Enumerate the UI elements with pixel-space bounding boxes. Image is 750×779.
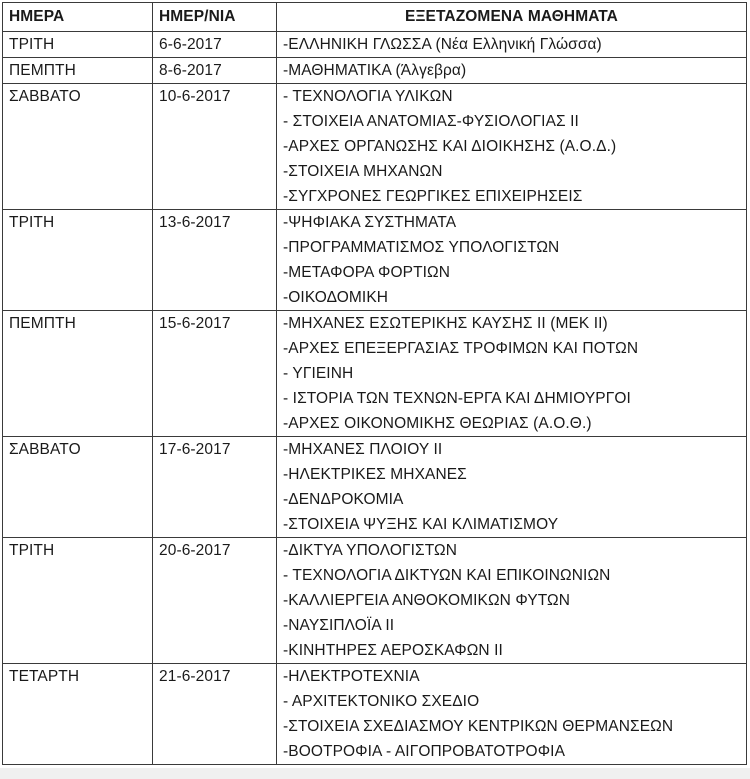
cell-day: ΤΡΙΤΗ	[3, 210, 153, 311]
table-row	[3, 84, 747, 210]
cell-date: 20-6-2017	[153, 538, 277, 664]
cell-date: 21-6-2017	[153, 664, 277, 765]
table-row	[3, 32, 747, 58]
cell-day: ΣΑΒΒΑΤΟ	[3, 437, 153, 538]
cell-subjects	[277, 58, 747, 84]
cell-day: ΠΕΜΠΤΗ	[3, 311, 153, 437]
cell-date: 13-6-2017	[153, 210, 277, 311]
subject-item: -ΝΑΥΣΙΠΛΟΪΑ ΙΙ	[283, 617, 395, 634]
subject-item: -ΜΕΤΑΦΟΡΑ ΦΟΡΤΙΩΝ	[283, 264, 451, 281]
exam-schedule-table	[2, 2, 747, 765]
subject-item: -ΔΕΝΔΡΟΚΟΜΙΑ	[283, 491, 404, 508]
table-row	[3, 210, 747, 311]
subject-item: -ΣΤΟΙΧΕΙΑ ΣΧΕΔΙΑΣΜΟΥ ΚΕΝΤΡΙΚΩΝ ΘΕΡΜΑΝΣΕΩΝ	[283, 718, 674, 735]
subject-item: -ΜΗΧΑΝΕΣ ΕΣΩΤΕΡΙΚΗΣ ΚΑΥΣΗΣ ΙΙ (ΜΕΚ ΙΙ)	[283, 315, 608, 332]
subject-item: -ΚΑΛΛΙΕΡΓΕΙΑ ΑΝΘΟΚΟΜΙΚΩΝ ΦΥΤΩΝ	[283, 592, 571, 609]
subject-item: -ΜΗΧΑΝΕΣ ΠΛΟΙΟΥ ΙΙ	[283, 441, 443, 458]
header-subjects: ΕΞΕΤΑΖΟΜΕΝΑ ΜΑΘΗΜΑΤΑ	[277, 3, 747, 32]
subject-item: - ΣΤΟΙΧΕΙΑ ΑΝΑΤΟΜΙΑΣ-ΦΥΣΙΟΛΟΓΙΑΣ ΙΙ	[283, 113, 579, 130]
cell-subjects	[277, 538, 747, 664]
cell-date: 17-6-2017	[153, 437, 277, 538]
cell-subjects	[277, 210, 747, 311]
subject-item: -ΜΑΘΗΜΑΤΙΚΑ (Άλγεβρα)	[283, 62, 467, 79]
subject-item: -ΑΡΧΕΣ ΟΙΚΟΝΟΜΙΚΗΣ ΘΕΩΡΙΑΣ (Α.Ο.Θ.)	[283, 415, 592, 432]
table-row	[3, 538, 747, 664]
subject-item: - ΤΕΧΝΟΛΟΓΙΑ ΔΙΚΤΥΩΝ ΚΑΙ ΕΠΙΚΟΙΝΩΝΙΩΝ	[283, 567, 611, 584]
subject-item: -ΑΡΧΕΣ ΕΠΕΞΕΡΓΑΣΙΑΣ ΤΡΟΦΙΜΩΝ ΚΑΙ ΠΟΤΩΝ	[283, 340, 639, 357]
subject-item: -ΗΛΕΚΤΡΙΚΕΣ ΜΗΧΑΝΕΣ	[283, 466, 467, 483]
cell-date: 10-6-2017	[153, 84, 277, 210]
table-row	[3, 664, 747, 765]
cell-subjects	[277, 664, 747, 765]
cell-subjects	[277, 311, 747, 437]
table-row	[3, 437, 747, 538]
cell-day: ΤΡΙΤΗ	[3, 538, 153, 664]
table-body	[3, 32, 747, 765]
subject-item: -ΔΙΚΤΥΑ ΥΠΟΛΟΓΙΣΤΩΝ	[283, 542, 458, 559]
subject-item: - ΙΣΤΟΡΙΑ ΤΩΝ ΤΕΧΝΩΝ-ΕΡΓΑ ΚΑΙ ΔΗΜΙΟΥΡΓΟΙ	[283, 390, 631, 407]
subject-item: -ΣΥΓΧΡΟΝΕΣ ΓΕΩΡΓΙΚΕΣ ΕΠΙΧΕΙΡΗΣΕΙΣ	[283, 188, 583, 205]
cell-date: 8-6-2017	[153, 58, 277, 84]
subject-item: - ΤΕΧΝΟΛΟΓΙΑ ΥΛΙΚΩΝ	[283, 88, 453, 105]
table-header-row	[3, 3, 747, 32]
header-day: ΗΜΕΡΑ	[3, 3, 153, 32]
cell-subjects	[277, 437, 747, 538]
subject-item: -ΨΗΦΙΑΚΑ ΣΥΣΤΗΜΑΤΑ	[283, 214, 457, 231]
bottom-strip	[0, 768, 750, 779]
cell-date: 15-6-2017	[153, 311, 277, 437]
cell-day: ΣΑΒΒΑΤΟ	[3, 84, 153, 210]
cell-date: 6-6-2017	[153, 32, 277, 58]
table-row	[3, 311, 747, 437]
cell-day: ΤΡΙΤΗ	[3, 32, 153, 58]
subject-item: -ΕΛΛΗΝΙΚΗ ΓΛΩΣΣΑ (Νέα Ελληνική Γλώσσα)	[283, 36, 602, 53]
subject-item: -ΒΟΟΤΡΟΦΙΑ - ΑΙΓΟΠΡΟΒΑΤΟΤΡΟΦΙΑ	[283, 743, 566, 760]
cell-day: ΠΕΜΠΤΗ	[3, 58, 153, 84]
exam-schedule-sheet	[2, 2, 746, 766]
subject-item: -ΣΤΟΙΧΕΙΑ ΨΥΞΗΣ ΚΑΙ ΚΛΙΜΑΤΙΣΜΟΥ	[283, 516, 559, 533]
subject-item: -ΗΛΕΚΤΡΟΤΕΧΝΙΑ	[283, 668, 420, 685]
cell-day: ΤΕΤΑΡΤΗ	[3, 664, 153, 765]
subject-item: - ΥΓΙΕΙΝΗ	[283, 365, 354, 382]
cell-subjects	[277, 32, 747, 58]
subject-item: -ΣΤΟΙΧΕΙΑ ΜΗΧΑΝΩΝ	[283, 163, 443, 180]
subject-item: -ΑΡΧΕΣ ΟΡΓΑΝΩΣΗΣ ΚΑΙ ΔΙΟΙΚΗΣΗΣ (Α.Ο.Δ.)	[283, 138, 617, 155]
cell-subjects	[277, 84, 747, 210]
table-row	[3, 58, 747, 84]
subject-item: -ΠΡΟΓΡΑΜΜΑΤΙΣΜΟΣ ΥΠΟΛΟΓΙΣΤΩΝ	[283, 239, 560, 256]
subject-item: - ΑΡΧΙΤΕΚΤΟΝΙΚΟ ΣΧΕΔΙΟ	[283, 693, 480, 710]
subject-item: -ΟΙΚΟΔΟΜΙΚΗ	[283, 289, 389, 306]
header-date: ΗΜΕΡ/ΝΙΑ	[153, 3, 277, 32]
subject-item: -ΚΙΝΗΤΗΡΕΣ ΑΕΡΟΣΚΑΦΩΝ ΙΙ	[283, 642, 503, 659]
